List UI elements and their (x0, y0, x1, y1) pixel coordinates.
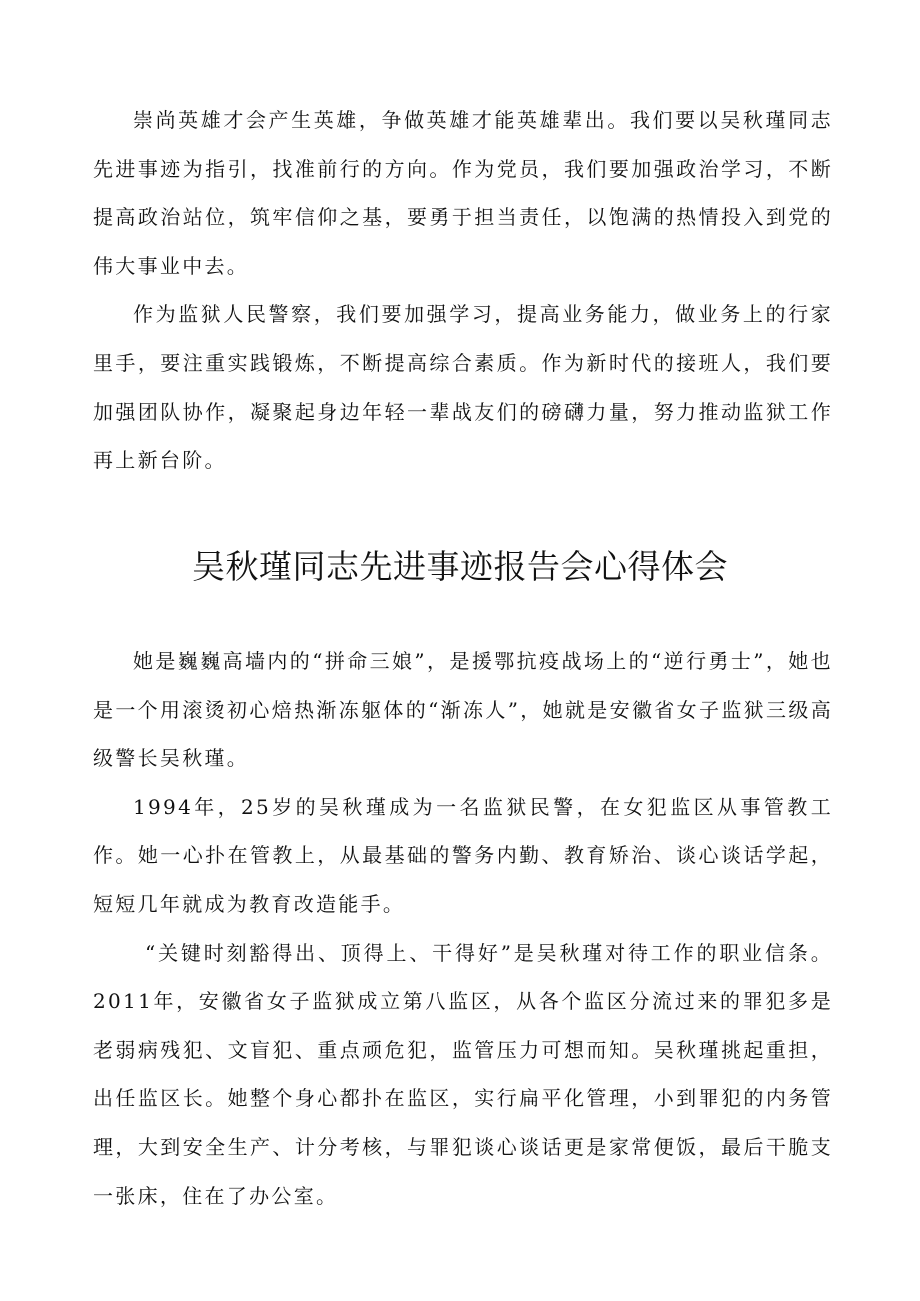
intro-paragraph-1: 崇尚英雄才会产生英雄，争做英雄才能英雄辈出。我们要以吴秋瑾同志先进事迹为指引，找准前行的方向。作为党员，我们要加强政治学习，不断提高政治站位，筑牢信仰之基，要勇于担当责任，以饱满的热情投入到党的伟大事业中去。 (93, 108, 833, 278)
intro-section (93, 96, 833, 485)
document-title: 吴秋瑾同志先进事迹报告会心得体会 (192, 547, 728, 586)
body-paragraph-3: “关键时刻豁得出、顶得上、干得好”是吴秋瑾对待工作的职业信条。2011年，安徽省女子监狱成立第八监区，从各个监区分流过来的罪犯多是老弱病残犯、文盲犯、重点顽危犯，监管压力可想而知。吴秋瑾挑起重担，出任监区长。她整个身心都扑在监区，实行扁平化管理，小到罪犯的内务管理，大到安全生产、计分考核，与罪犯谈心谈话更是家常便饭，最后干脆支一张床，住在了办公室。 (93, 940, 833, 1208)
intro-paragraph-2: 作为监狱人民警察，我们要加强学习，提高业务能力，做业务上的行家里手，要注重实践锻炼，不断提高综合素质。作为新时代的接班人，我们要加强团队协作，凝聚起身边年轻一辈战友们的磅礴力量，努力推动监狱工作再上新台阶。 (93, 302, 833, 473)
body-paragraph-2: 1994年，25岁的吴秋瑾成为一名监狱民警，在女犯监区从事管教工作。她一心扑在管教上，从最基础的警务内勤、教育矫治、谈心谈话学起，短短几年就成为教育改造能手。 (93, 794, 833, 916)
body-section (93, 637, 833, 1220)
body-paragraph-1: 她是巍巍高墙内的“拼命三娘”，是援鄂抗疫战场上的“逆行勇士”，她也是一个用滚烫初心焙热渐冻躯体的“渐冻人”，她就是安徽省女子监狱三级高级警长吴秋瑾。 (93, 649, 833, 771)
